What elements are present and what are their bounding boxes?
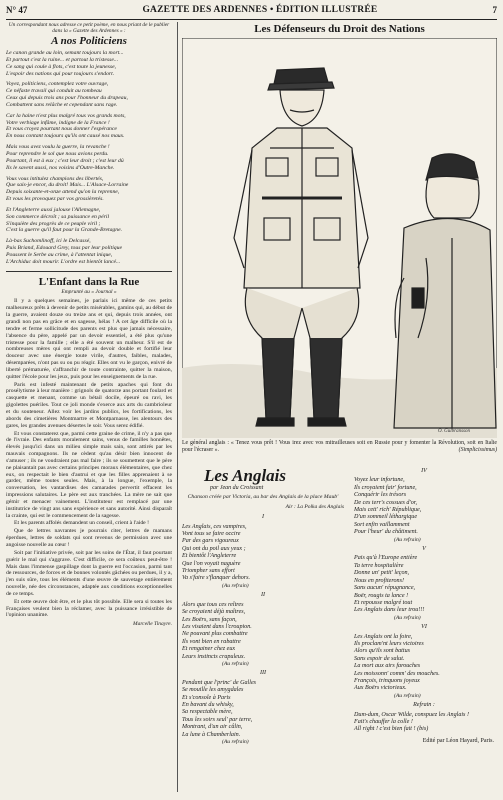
song-line: Pendant que l'princ' de Galles [182,679,257,686]
poem-stanza [6,113,172,140]
song-left-stanzas [182,514,344,746]
song-air: Air : La Polka des Anglais [285,503,344,510]
section-divider [6,271,172,272]
poem-body [6,50,172,266]
page-header [6,2,497,18]
refrain-line: Fait's chauffer la colle ! [354,719,413,725]
refrain-marker: (Au refrain) [394,692,421,699]
poem-title: A nos Politiciens [51,35,127,47]
song-line: Ils croyaient fair' fortune, [354,484,417,491]
song-line: Nous en profiterons! [354,577,404,584]
left-column [6,22,172,628]
poem-line: Le canon grande au loin, semant toujours la mort... [6,50,124,56]
article-signature: Marcelle Tinayre. [133,621,172,628]
stanza-number: VI [421,624,427,631]
poem-line: Son commerce décroît ; sa puissance en péril [6,213,110,220]
poem-line: Mais vous avez voulu la guerre, la revanche ! [6,144,110,151]
refrain-line: All right ! c'est bien fait ! (bis) [354,726,429,733]
refrain-marker: (Au refrain) [394,536,421,543]
poem-line: Combattent sans relâche et cependant sans rage. [6,101,118,108]
song-line: Conquérir les trésors [354,492,407,499]
article-paragraph: Il y a quelques semaines, je parlais ici même de ces petits malheureux prêts à devenir de petits misérables, gamins qui, au début de la guerre, avaient douze ou treize ans et qui, depuis trois années, ont grandi non pas en grâce et en sagesse, hélas ! A cet âge difficile où la tendre et ferme sollicitude des parents est plus que jamais nécessaire, l'absence du père, appelé par un devoir essentiel, a été plus qu'une tristesse pour la famille ; elle a été souvent un malheur. S'il est de nombreuses mères qui ont rempli au devoir double et fortifié leur douceur avec une énergie toute virile, d'autres, faibles, malades, désemparées, n'ont pas su ou pu réagir. Elles ont vu le garçon, enivré de liberté prématurée, s'affranchir de toute contrainte, quitter la maison, quitter l'école pour les jeux, puis pour les enseignements de la rue. [6,298,172,380]
song-line: D'un sommeil léthargique [354,514,418,521]
song-line: De ces terr's cossues d'or, [354,499,418,506]
song-line: Les moissonn' comm' des mouches. [354,670,440,677]
song-line: Triompher sans effort [182,568,235,575]
poem-line: Depuis soixante-et-onze attend qu'on la reprenne, [6,189,120,196]
stanza-number: IV [421,468,427,474]
article-paragraph: Paris est infesté maintenant de petits apaches qui font du prosélytisme à leur manière : grignols de quatorze ans portant foulard et casquette et menant, comme un bétail docile, épeuré ou ravi, les gigolettes puériles. Tout ce joli monde s'exerce aux arts du cambrioleur et du souteneur. Allez voir les jardins publics, les fortifications, les abords des cimetières Montmartre et Montparnasse, les alentours des gares, les grandes avenues désertes le soir. Vous serez édifié. [6,381,172,429]
song-line: Donne un' petit' leçon, [354,570,410,577]
song-line: Par des gars vigoureux [182,538,239,545]
song-line: Et bientôt l'Angleterre [182,553,237,560]
poem-line: Et l'Angleterre aussi jalouse l'Allemagne, [6,206,101,213]
stanza-number: I [261,514,265,521]
stanza-number: III [259,670,267,677]
song-line: Les Anglais dans leur trou!!! [354,607,425,614]
poem-line: Et vous croyez pourtant nous donner l'espérance [6,126,117,133]
poem-stanza [6,207,172,234]
song-line: Que l'on voyait naguère [182,560,241,567]
song-line: Qui ont du poil aux yeux ; [182,545,246,552]
poem-stanza [6,238,172,265]
song-stanza [182,524,344,583]
poem-line: Car la haine n'est plus malgré tous vos grands mots, [6,112,126,119]
caption-credit: (Simplicissimus) [458,447,497,453]
song-line: Les Anglais, ces vampires, [182,523,247,530]
song-author: par Jean du Croissant [210,485,264,491]
song-line: Vont tous se faire occire [182,531,241,538]
song-line: La lune à Chamberlain. [182,731,241,738]
song-line: Voyez leur infortune, [354,477,405,484]
poem-line: L'Archiduc doit mourir. L'ordre est bientôt lancé... [6,258,121,265]
song-stanza [182,602,344,661]
header-rule [6,19,497,20]
poem-line: Là-bas Suchomlinoff, ici le Delcassé, [6,238,91,245]
song-line: Aux Boërs victorieux. [354,685,407,692]
song-line: La mort aux airs farouches [354,663,421,670]
song-line: Boër, rougis ta lance ! [354,592,409,599]
poem-line: Ils le savent aussi, nos voisins d'Outre-Manche. [6,164,115,171]
song-line: Mais cett' rich' République, [354,507,422,514]
song-publisher: Edité par Léon Hayard, Paris. [422,737,494,744]
article-paragraph: Et les parents affolés demandent un conseil, crient à l'aide ! [14,520,150,527]
song-line: Se croyaient déjà maîtres, [182,609,246,616]
song-note: Chanson créée par Victoria, au bar des Anglais de la place Maub' [187,494,339,501]
poem-line: En nous contant toujours qu'ils ont causé nos maux. [6,133,125,140]
article-subtitle: Emprunté au « Journal » [61,288,117,295]
song-line: Montrant, d'un air câlin, [182,724,243,731]
masthead-title: GAZETTE DES ARDENNES [142,5,268,15]
artist-signature: O. Gulbransson [438,429,470,434]
song-stanza [354,555,494,614]
song-line: En bavant du whisky, [182,701,234,708]
article-body [6,298,172,619]
song-line: François, trinquons joyeux [354,677,420,684]
poem-line: C'est la guerre qu'il faut pour la Grande-Bretagne. [6,227,123,234]
song-line: Ne pouvant plus combattre [182,631,248,638]
page-number: 7 [492,5,497,15]
issue-number: N° 47 [6,5,28,15]
caption-text: Le général anglais : « Tenez vous prêt ! Vous irez avec vos mitrailleuses soit en Russie pour y fomenter la Révolution, soit en Italie pour l'écraser ». [182,440,497,453]
stanza-number: II [260,592,266,599]
poem-line: Pourtant, il est à eux ; c'est leur droit ; c'est leur dû [6,157,124,164]
poem-stanza [6,50,172,77]
song-right-stanzas [354,468,494,700]
song-line: Sans aucun' répugnance, [354,585,416,592]
poem-line: Que sais-je encor, du droit! Mais... L'Alsace-Lorraine [6,182,129,189]
song-line: Se mouille les amygdales [182,687,244,694]
poem-stanza [6,144,172,171]
poem-line: Vous vous intitulez champions des libertés, [6,175,104,182]
song-line: Sans espoir de salut. [354,655,405,662]
poem-line: Poussent le Serbe au crime, à l'attentat inique, [6,251,113,258]
song-line: Pais qu'à l'Europe entière [354,555,418,562]
song-right-column [354,466,494,745]
song-line: Ta terre hospitalière [354,562,404,569]
song-line: Pour l'heur' du châtiment. [354,529,418,536]
song-line: Ils proclam'nt leurs victoires [354,640,424,647]
article-paragraph: Soit par l'initiative privée, soit par les soins de l'État, il faut pourtant guérir le mal qui s'aggrave. C'est difficile, ce sera coûteux peut-être ! Mais dans l'immense gaspillage dont la guerre est l'occasion, parmi tant de ressources, de forces et de bonnes volontés gâchées ou perdues, il y a, j'en suis sûre, tous les éléments d'une œuvre de sauvetage entièrement nouvelle, née des circonstances, adaptée aux conditions exceptionnelles de ce temps. [6,549,172,597]
song-line: Les Boërs, sans façon, [182,616,237,623]
poem-line: S'inquiète des progrès de ce peuple viril ; [6,220,101,227]
masthead-edition: • ÉDITION ILLUSTRÉE [269,5,378,15]
song-line: Et repousse malgré tout [354,599,413,606]
poem-line: Puis Briand, Edouard Grey, tous par leur politique [6,245,123,252]
article-title: L'Enfant dans la Rue [38,275,140,288]
song-line: Les visaient dans l'croupion. [182,623,252,630]
song-stanza [354,634,494,693]
poem-line: Ce néfaste travail qui conduit au tombeau [6,88,102,95]
right-column [182,22,497,745]
song-line: Tous les soirs seul' par terre, [182,716,253,723]
poem-stanza [6,81,172,108]
article-paragraph: Et cette œuvre doit être, et le plus tôt possible. Elle sera si toutes les Françaises veulent bien la réclamer, avec la puissance irrésistible de l'opinion unanime. [6,598,172,619]
column-divider [177,22,178,792]
poem-line: L'espoir des nations qui pour toujours s'endort. [6,70,115,77]
song-line: Et s'console à Paris [182,694,231,701]
stanza-number: V [422,546,426,553]
cartoon-illustration [182,38,497,438]
song-title: Les Anglais [204,466,287,485]
poem-line: Pour reprendre le sol que nous avions perdu. [6,150,109,157]
refrain-marker: (Au refrain) [222,582,249,589]
article-paragraph: Et vous constaterez que, parmi cette graine de crime, il n'y a pas que de l'ivraie. Des enfants moralement sains, venus de familles honnêtes, élevés jusqu'ici dans un milieu simple mais sain, sont attirés par les mauvais compagnons. Ils ne cèdent qu'au désir bien innocent de s'amuser ; ils ne voudraient pas mal faire ; ils se soumettent que le père ne plaisantait pas avec certains principes moraux élémentaires, que chez eux, on respectait le bien d'autrui et que les filles apprenaient à se garder, même toutes seules. Mais, à la longue, l'exemple, la conversation, les vantardises des camarades pervertit effacent les impressions salutaires. Le père est aux tranchées. La mère ne sait que gémir et menacer vainement. L'instituteur est remplacé par une institutrice de vingt ans sans expérience et sans autorité. Ainsi disparaît la crainte, qui est le commencement de la sagesse. [6,430,172,519]
song-line: Leurs instincts crapuleux. [182,653,246,660]
song-line: Sort enfin vaillamment [354,521,410,528]
refrain-line: Dum-dum, Oscar Wilde, conspuez les Anglais ! [354,711,469,718]
song-line: Les Anglais ont la foire, [354,633,413,640]
song-line: Alors qu'ils sont battus [354,648,410,655]
poem-line: Ceux qui depuis trois ans pour l'honneur du drapeau, [6,95,128,102]
song-line: Alors que tous ces reîtres [182,601,244,608]
refrain-title: Refrain : [413,702,435,709]
article-paragraph: Que de lettres navrantes je pourrais citer, lettres de mamans éperdues, lettres de soldats qui sont revenus de permission avec une angoisse nouvelle au cœur ! [6,528,172,548]
poem-intro: Un correspondant nous adresse ce petit poème, en nous priant de le publier dans la « Gazette des Ardennes » : [8,22,170,34]
poem-line: Ce sang qui coule à flots, c'est toute la jeunesse, [6,63,117,70]
poem-line: Et partout c'est la ruine... et partout la tristesse... [6,56,119,63]
poem-stanza [6,176,172,203]
poem-line: Voyez, politiciens, contemplez votre ouvrage, [6,81,109,88]
song-line: Et rengainer chez eux [182,646,236,653]
poem-line: Votre verbiage infâme, indigne de la France ! [6,119,110,126]
refrain-marker: (Au refrain) [222,739,249,745]
song-refrain [354,712,494,734]
song-line: Sa respectable mère, [182,709,233,716]
song-stanza [182,680,344,739]
song-left-column [182,466,344,748]
song-line: Va s'faire s'flanquer dehors. [182,575,251,582]
illustration-title: Les Défenseurs du Droit des Nations [254,23,425,35]
poem-line: Et vous les provoquez par vos grossièretés. [6,196,104,203]
song-stanza [354,477,494,536]
masthead [142,5,377,15]
refrain-marker: (Au refrain) [222,660,249,667]
illustration-caption [182,440,497,454]
song-line: Ils vont bien en rabattre [182,638,241,645]
refrain-marker: (Au refrain) [394,614,421,621]
